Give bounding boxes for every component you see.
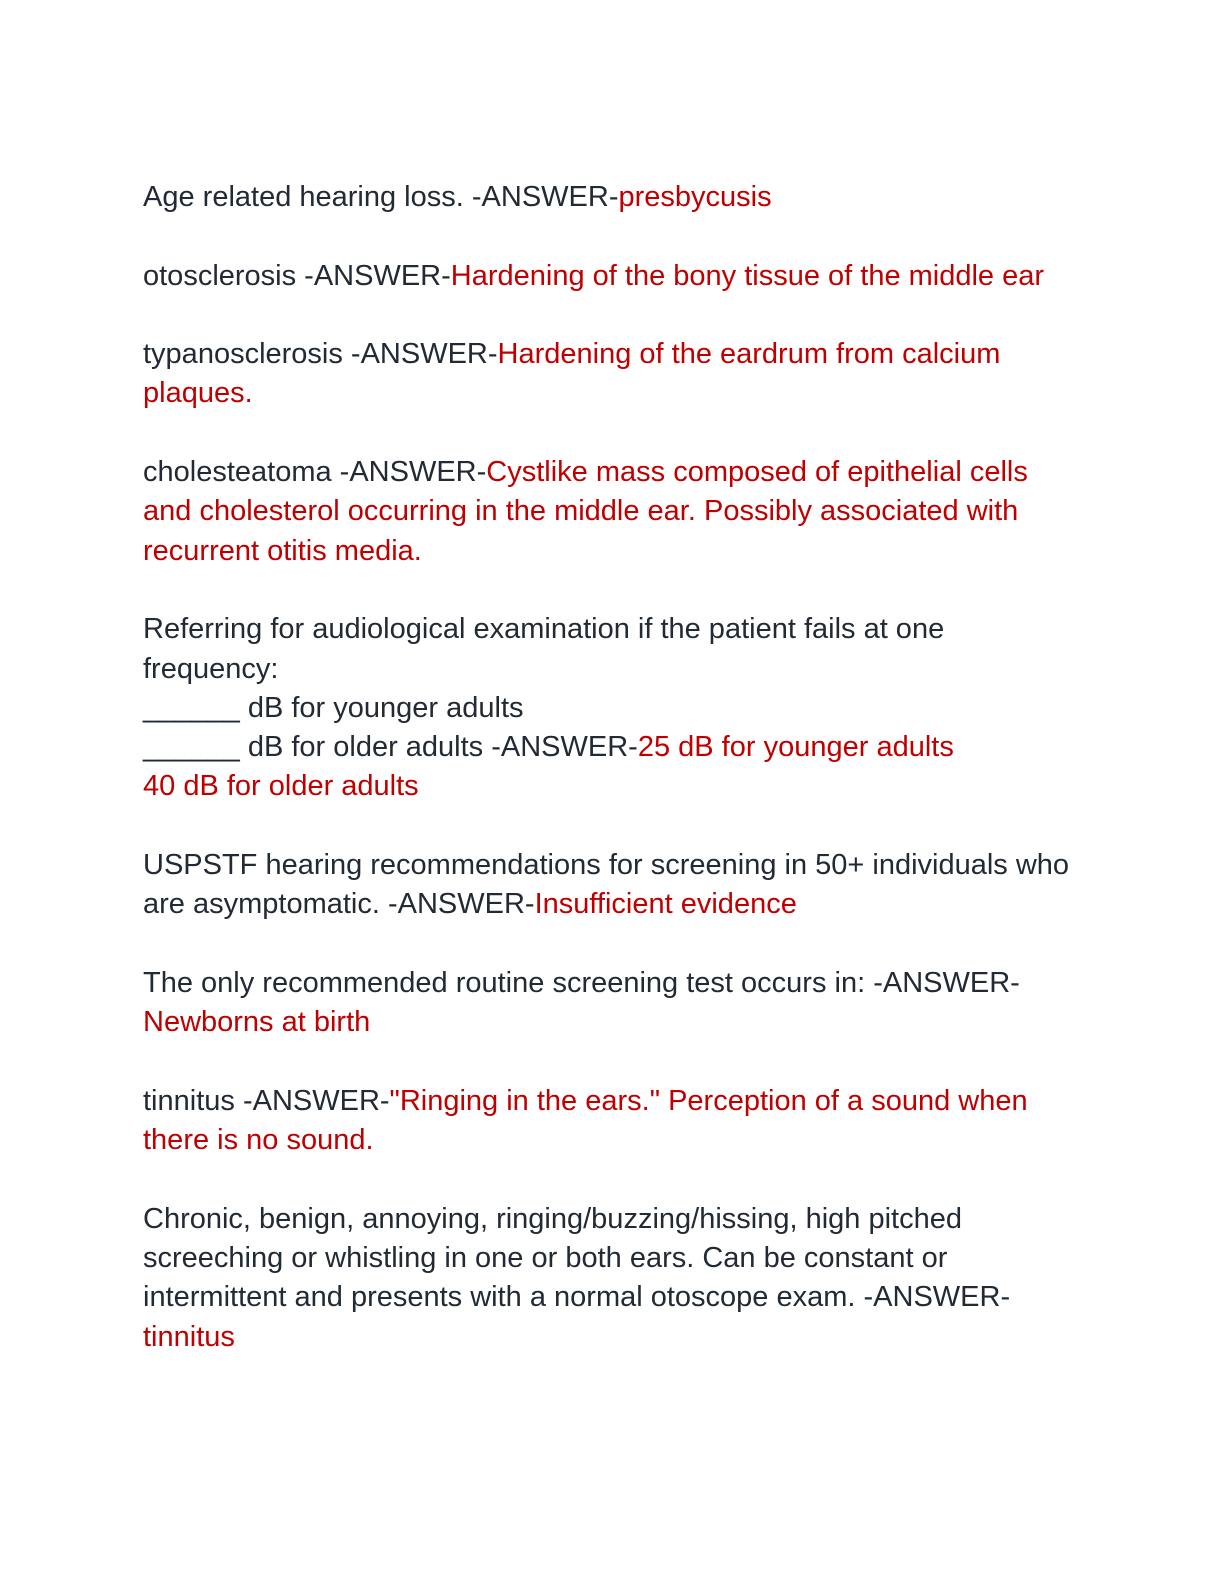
question-text: cholesteatoma -ANSWER- <box>143 456 487 489</box>
qa-item-4 <box>143 453 1083 571</box>
answer-text: Hardening of the bony tissue of the middle ear <box>450 259 1045 292</box>
question-text: typanosclerosis -ANSWER- <box>143 338 498 371</box>
question-text: otosclerosis -ANSWER- <box>143 259 451 292</box>
answer-text: Insufficient evidence <box>534 888 797 921</box>
answer-text: Newborns at birth <box>143 1006 371 1039</box>
answer-text: presbycusis <box>618 181 772 213</box>
answer-text: Cystlike mass composed of epithelial cells and cholesterol occurring in the middle ear. Possibly associated with recurrent otitis media. <box>143 456 1036 567</box>
answer-text: tinnitus <box>143 1320 235 1353</box>
answer-text: "Ringing in the ears." Perception of a sound when there is no sound. <box>143 1084 1036 1157</box>
qa-item-5 <box>143 610 1083 806</box>
qa-item-6 <box>143 846 1083 925</box>
qa-item-7 <box>143 964 1083 1043</box>
qa-item-9 <box>143 1200 1083 1357</box>
answer-text: Hardening of the eardrum from calcium plaques. <box>143 338 1009 410</box>
qa-item-2 <box>143 257 1083 296</box>
question-text: Chronic, benign, annoying, ringing/buzzing/hissing, high pitched screeching or whistling in one or both ears. Can be constant or intermittent and presents with a normal otoscope exam. -ANSWER- <box>143 1202 1011 1314</box>
question-text: Age related hearing loss. -ANSWER- <box>143 181 619 213</box>
answer-text: 25 dB for younger adults 40 dB for older adults <box>143 731 954 803</box>
qa-item-3 <box>143 335 1083 414</box>
qa-item-1 <box>143 178 1083 217</box>
document-page <box>143 178 1083 1396</box>
qa-item-8 <box>143 1082 1083 1161</box>
question-text: tinnitus -ANSWER- <box>143 1084 390 1117</box>
question-text: The only recommended routine screening test occurs in: -ANSWER- <box>143 966 1020 999</box>
question-text: Referring for audiological examination if the patient fails at one frequency: ______ dB for younger adults ______ dB for older adults -ANSWER- <box>143 613 945 764</box>
question-text: USPSTF hearing recommendations for screening in 50+ individuals who are asymptomatic. -ANSWER- <box>143 849 1078 921</box>
